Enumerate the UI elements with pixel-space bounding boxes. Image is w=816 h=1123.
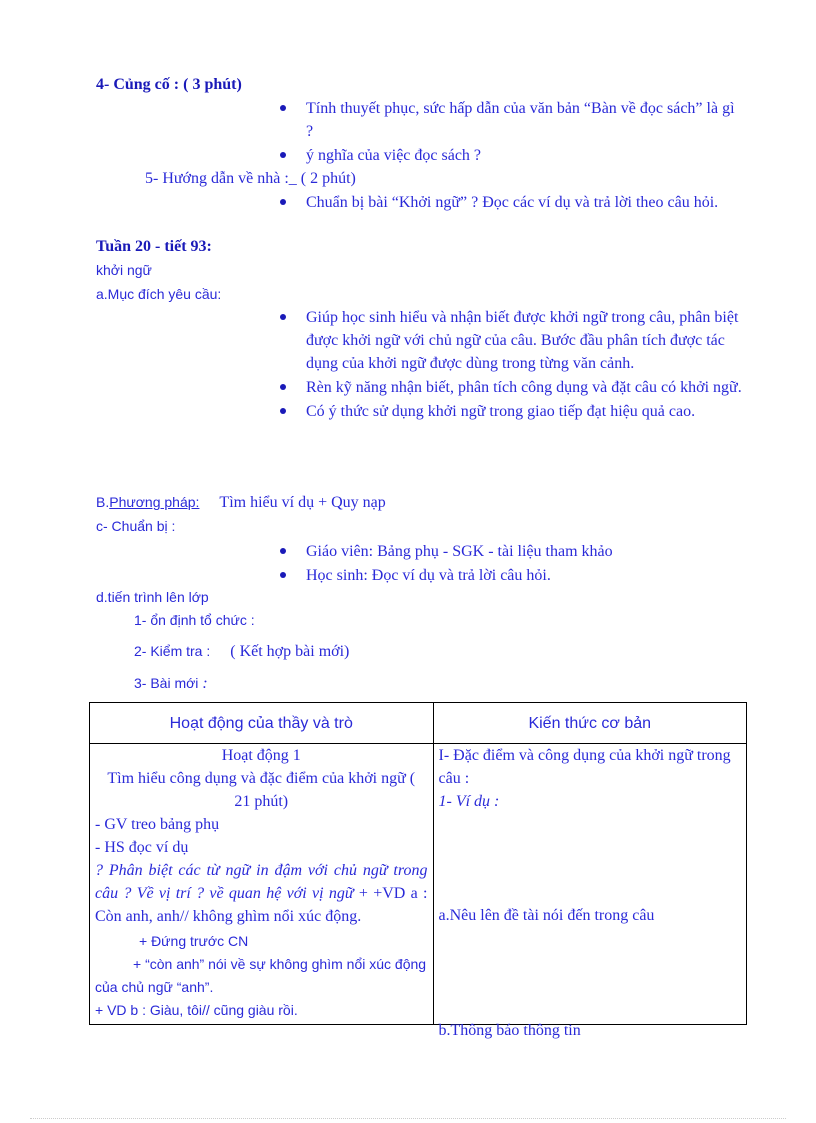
list-item: Có ý thức sử dụng khởi ngữ trong giao tiếp đạt hiệu quả cao. [278,400,748,423]
table-header-right: Kiến thức cơ bản [433,703,747,744]
activity-title: Hoạt động 1 [221,747,301,764]
list-item: Chuẩn bị bài “Khởi ngữ” ? Đọc các ví dụ và trả lời theo câu hỏi. [278,191,738,214]
section5-title: 5- Hướng dẫn về nhà :_ ( 2 phút) [145,170,356,187]
step3-colon: : [202,675,208,692]
question: ? Phân biệt các từ ngữ in đậm với chủ ngữ trong câu ? Về vị trí ? về quan hệ với vị ngữ [95,862,428,902]
gv-line: - GV treo bảng phụ [95,816,220,833]
example-a: + +VD a : Còn anh, anh// không ghìm nổi xúc động. [95,885,428,925]
process-label: d.tiến trình lên lớp [96,589,209,605]
method-value: Tìm hiểu ví dụ + Quy nạp [219,494,386,511]
list-item: Học sinh: Đọc ví dụ và trả lời câu hỏi. [278,564,748,587]
section4-title: 4- Củng cố : ( 3 phút) [96,76,242,93]
example-b: + VD b : Giàu, tôi// cũng giàu rồi. [95,1002,298,1018]
prep-label: c- Chuẩn bị : [96,518,176,534]
activity-subtitle: Tìm hiểu công dụng và đặc điểm của khởi ngữ ( 21 phút) [107,770,416,810]
table-cell-right [433,744,747,1039]
note-1: + Đứng trước CN [139,933,249,949]
list-item: Giáo viên: Bảng phụ - SGK - tài liệu tham khảo [278,540,748,563]
prep-bullets [278,540,748,587]
step2-value: ( Kết hợp bài mới) [230,643,350,660]
step3 [134,675,208,693]
list-item: ý nghĩa của việc đọc sách ? [278,144,738,167]
right-heading: I- Đặc điểm và công dụng của khởi ngữ trong câu : [438,747,731,787]
right-a: a.Nêu lên đề tài nói đến trong câu [438,907,655,924]
step1: 1- ổn định tổ chức : [134,612,255,628]
step2 [134,643,349,661]
method-prefix: B. [96,494,110,510]
step3-label: 3- Bài mới [134,675,199,691]
section4-bullets [278,97,738,167]
goal-bullets [278,306,748,423]
step2-label: 2- Kiểm tra : [134,643,211,659]
list-item: Tính thuyết phục, sức hấp dẫn của văn bản “Bàn về đọc sách” là gì ? [278,97,738,143]
goal-label: a.Mục đích yêu cầu: [96,286,222,302]
right-example: 1- Ví dụ : [438,793,500,810]
list-item: Rèn kỹ năng nhận biết, phân tích công dụng và đặt câu có khởi ngữ. [278,376,748,399]
section5-bullets [278,191,738,214]
hs-line: - HS đọc ví dụ [95,839,189,856]
list-item: Giúp học sinh hiểu và nhận biết được khởi ngữ trong câu, phân biệt được khởi ngữ với chủ ngữ của câu. Bước đầu phân tích được tác dụng của khởi ngữ được dùng trong từng văn cảnh. [278,306,748,375]
note-2: + “còn anh” nói về sự không ghìm nổi xúc động của chủ ngữ “anh”. [95,956,427,995]
page-footer-divider [30,1118,786,1119]
lesson-topic: khởi ngữ [96,262,152,278]
table-header-left: Hoạt động của thầy và trò [90,703,434,744]
question-block [95,859,428,928]
right-b: b.Thông báo thông tin [438,1022,581,1039]
lesson-heading: Tuần 20 - tiết 93: [96,238,212,255]
method-label: Phương pháp: [109,494,200,510]
lesson-table [89,702,747,1039]
table-cell-left [90,744,434,1025]
method-row [96,494,386,512]
